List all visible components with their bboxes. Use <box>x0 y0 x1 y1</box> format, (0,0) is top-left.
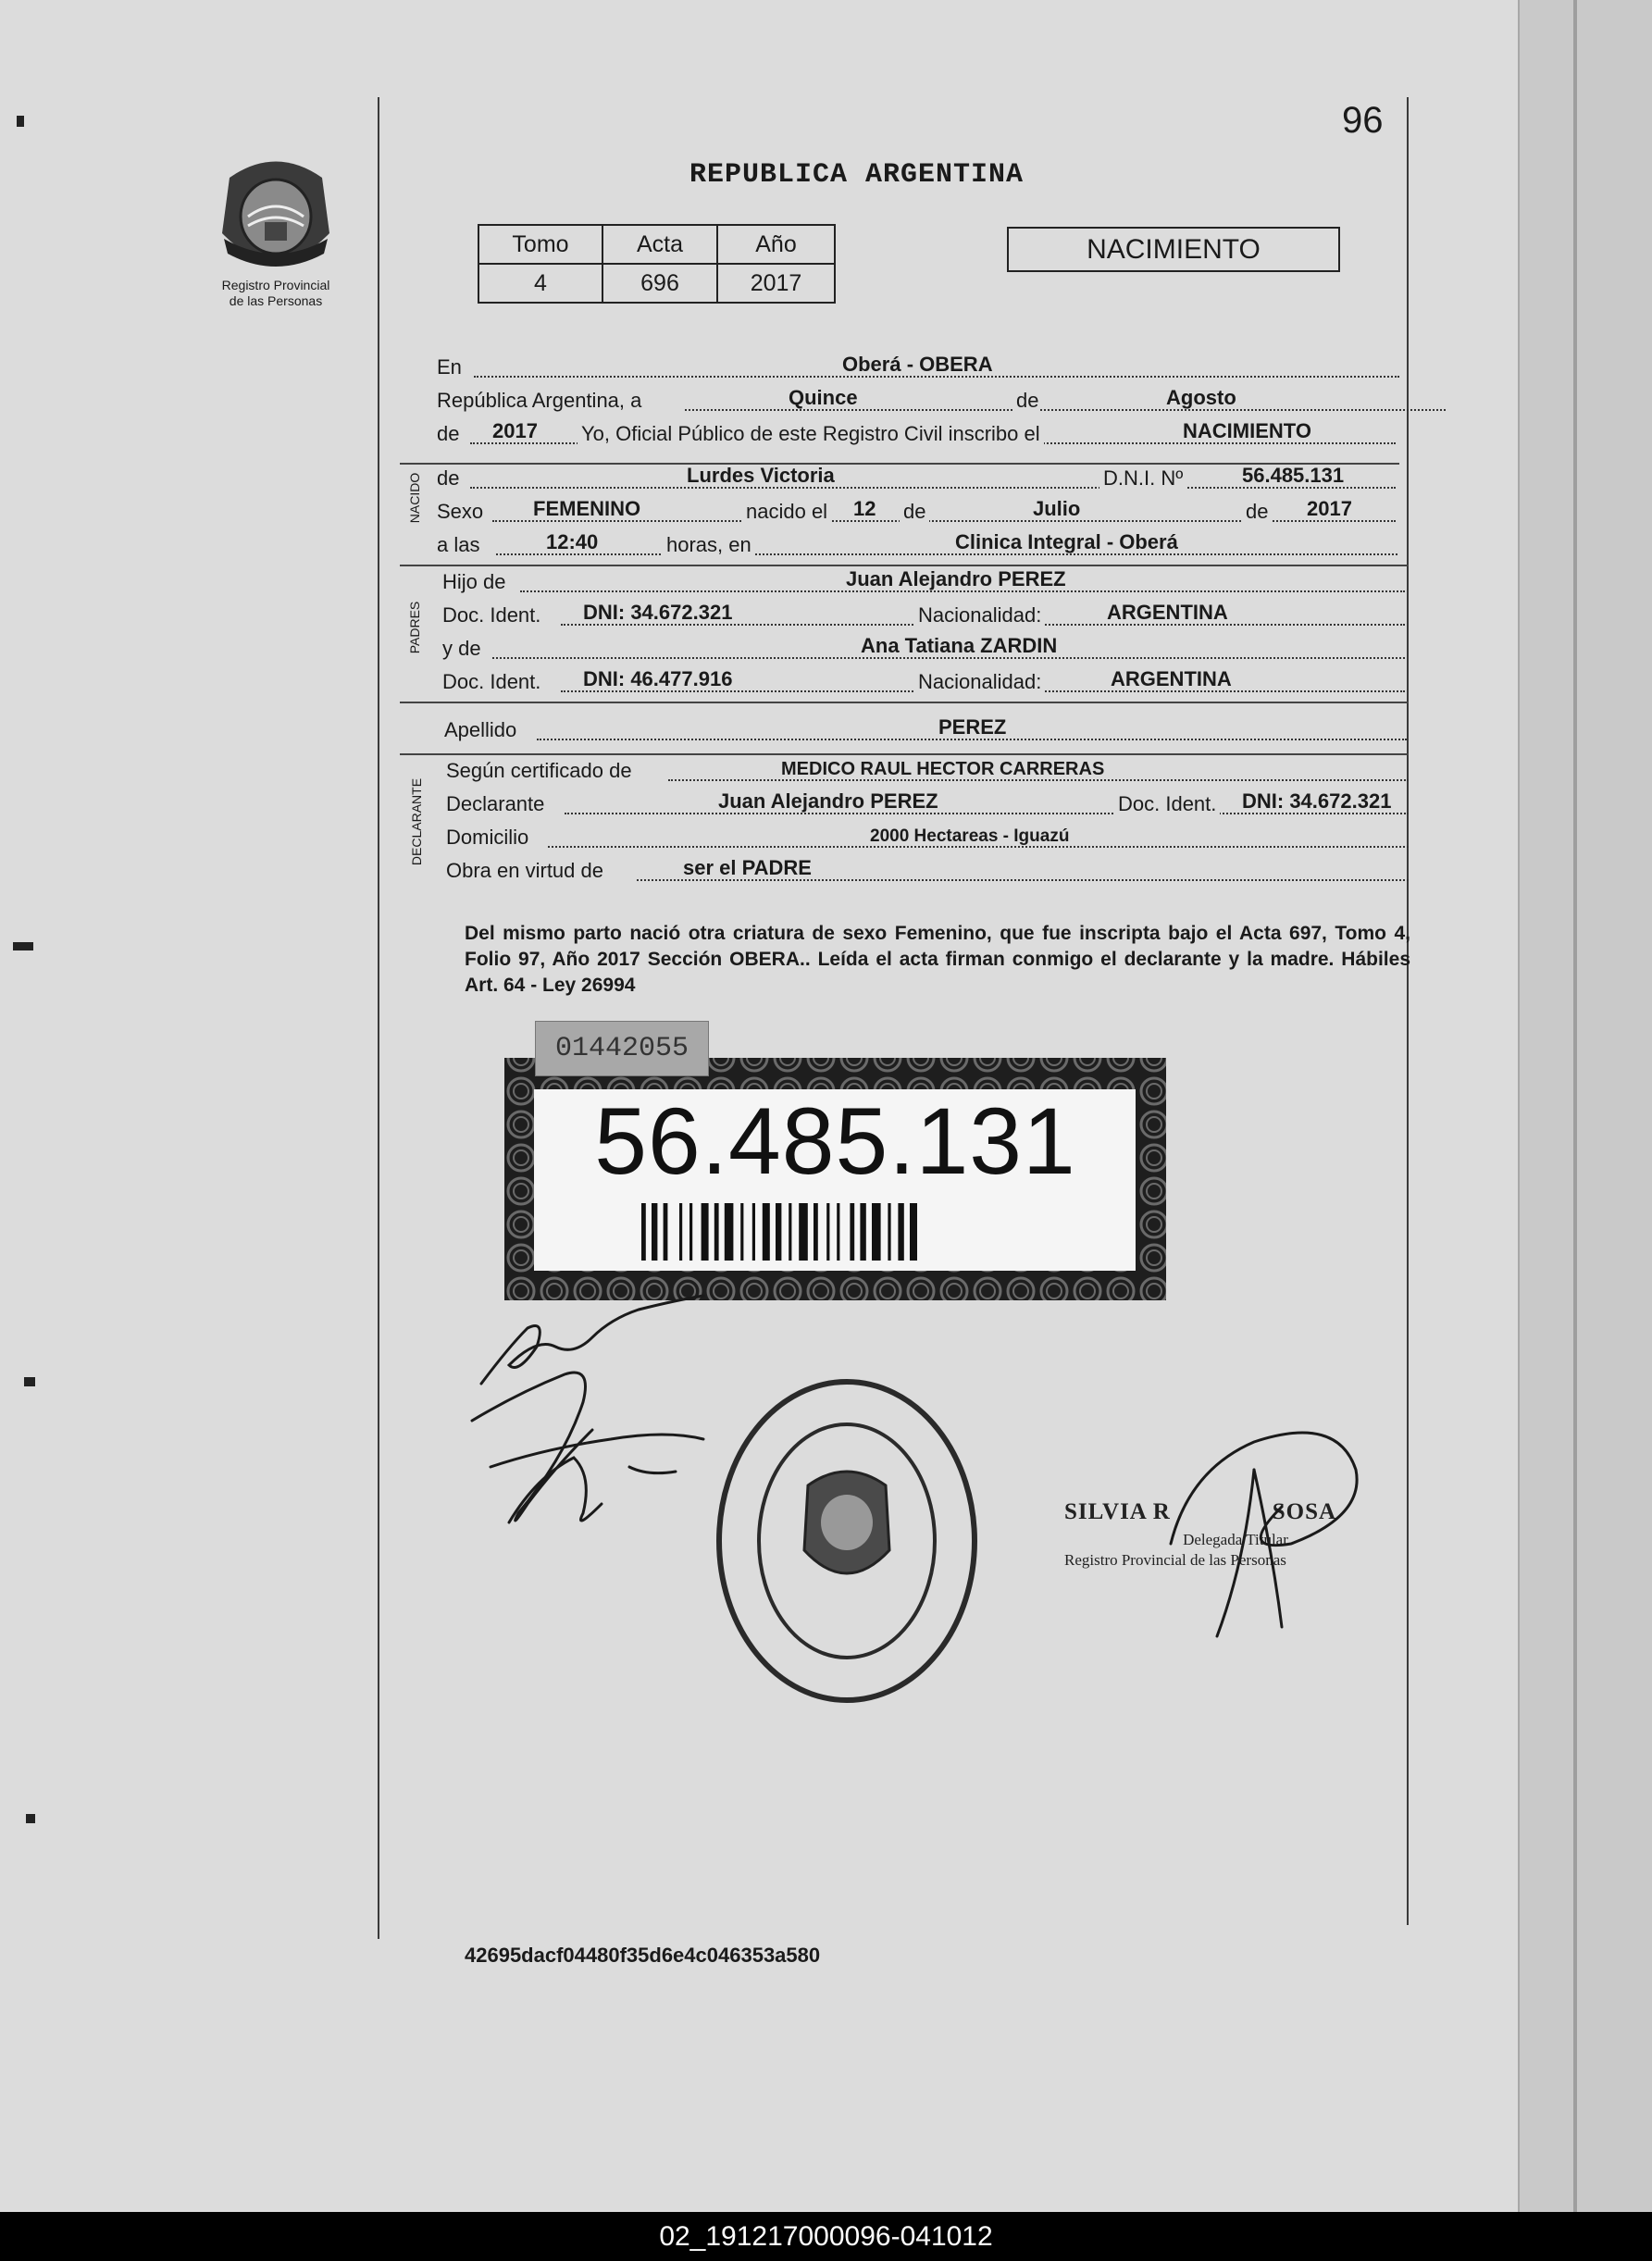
reference-table-value-row <box>478 264 835 303</box>
row-mother-doc <box>442 666 1405 698</box>
value-apellido: PEREZ <box>938 715 1007 739</box>
row-nacido-hora <box>437 529 1399 561</box>
value-child-dni: 56.485.131 <box>1242 464 1345 487</box>
header-cell-tomo: Tomo <box>478 225 602 264</box>
label-certificado: Según certificado de <box>446 759 632 782</box>
label-de-month: de <box>900 500 929 524</box>
value-father-nationality: ARGENTINA <box>1107 601 1228 624</box>
label-republica: República Argentina, a <box>437 389 642 412</box>
label-inscribo: Yo, Oficial Público de este Registro Civil inscribo el <box>578 422 1044 446</box>
value-inscribed-type: NACIMIENTO <box>1183 419 1311 442</box>
officer-office: Registro Provincial de las Personas <box>1064 1551 1286 1569</box>
officer-name-end: SOSA <box>1272 1499 1337 1524</box>
page-number: 96 <box>1342 100 1384 141</box>
value-cell-tomo: 4 <box>478 264 602 303</box>
label-de: de <box>1016 389 1039 412</box>
section-label-declarante: DECLARANTE <box>409 777 424 866</box>
label-dni: D.N.I. Nº <box>1099 466 1186 491</box>
value-month: Agosto <box>1166 386 1236 409</box>
value-obra: ser el PADRE <box>683 856 812 879</box>
section-label-nacido: NACIDO <box>407 472 422 524</box>
label-nacido-el: nacido el <box>742 500 831 524</box>
page-edge <box>1518 0 1652 2212</box>
row-declarante <box>446 789 1409 820</box>
row-father-name <box>442 566 1405 598</box>
value-child-name: Lurdes Victoria <box>687 464 835 487</box>
value-domicilio: 2000 Hectareas - Iguazú <box>870 826 1070 846</box>
binder-mark <box>13 942 33 950</box>
header-cell-ano: Año <box>717 225 835 264</box>
value-day-words: Quince <box>789 386 858 409</box>
row-nacido-sexo <box>437 496 1399 528</box>
value-time: 12:40 <box>546 530 599 553</box>
row-obra <box>446 855 1409 887</box>
value-father-doc: DNI: 34.672.321 <box>583 601 733 624</box>
value-birth-place: Clinica Integral - Oberá <box>955 530 1178 553</box>
right-margin-line <box>1407 97 1409 1925</box>
label-declarante: Declarante <box>446 792 545 815</box>
label-en: En <box>437 355 462 379</box>
province-emblem-logo <box>211 150 341 280</box>
row-year <box>437 418 1399 450</box>
label-horas-en: horas, en <box>663 533 755 557</box>
label-de-name: de <box>437 466 460 490</box>
row-certificado <box>446 755 1409 787</box>
scan-caption-bar <box>0 2212 1652 2261</box>
row-apellido <box>444 714 1407 746</box>
label-doc-ident: Doc. Ident. <box>1114 792 1220 816</box>
row-nacido-name <box>437 463 1399 494</box>
header-cell-acta: Acta <box>602 225 717 264</box>
officer-signature <box>1152 1414 1374 1646</box>
observations-note: Del mismo parto nació otra criatura de sexo Femenino, que fue inscripta bajo el Acta 697, Tomo 4, Folio 97, Año 2017 Sección OBERA.. Leída el acta firman conmigo el declarante y la madre. Hábiles Art. 64 - Ley 26994 <box>465 923 1410 996</box>
label-obra: Obra en virtud de <box>446 859 603 882</box>
value-mother-name: Ana Tatiana ZARDIN <box>861 634 1058 657</box>
label-doc-ident: Doc. Ident. <box>442 603 541 627</box>
row-date <box>437 385 1399 416</box>
value-birth-month: Julio <box>1033 497 1081 520</box>
value-cell-acta: 696 <box>602 264 717 303</box>
logo-caption <box>193 278 359 309</box>
value-place: Oberá - OBERA <box>842 353 993 376</box>
value-certificado: MEDICO RAUL HECTOR CARRERAS <box>781 759 1105 779</box>
binder-mark <box>26 1814 35 1823</box>
value-sexo: FEMENINO <box>533 497 641 520</box>
dni-number-large: 56.485.131 <box>594 1088 1076 1194</box>
label-de-year: de <box>437 422 460 445</box>
label-y-de: y de <box>442 637 481 660</box>
label-nacionalidad: Nacionalidad: <box>914 603 1045 627</box>
record-type-box: NACIMIENTO <box>1007 227 1340 272</box>
row-mother-name <box>442 633 1405 665</box>
binder-mark <box>17 116 24 127</box>
page-edge-line <box>1573 0 1577 2212</box>
document-title: REPUBLICA ARGENTINA <box>689 159 1025 191</box>
officer-name-start: SILVIA R <box>1064 1499 1171 1524</box>
logo-caption-line1: Registro Provincial <box>221 278 330 292</box>
official-seal-stamp <box>708 1374 986 1708</box>
row-father-doc <box>442 600 1405 631</box>
logo-caption-line2: de las Personas <box>229 293 323 308</box>
label-de-birth-year: de <box>1242 500 1272 524</box>
binder-mark <box>24 1377 35 1386</box>
scan-caption: 02_191217000096-041012 <box>659 2221 993 2252</box>
value-birth-day: 12 <box>853 497 876 520</box>
label-sexo: Sexo <box>437 500 484 523</box>
officer-role: Delegada Titular <box>1183 1531 1288 1548</box>
section-separator <box>400 702 1409 703</box>
value-birth-year: 2017 <box>1307 497 1352 520</box>
value-year: 2017 <box>492 419 538 442</box>
serial-tag: 01442055 <box>535 1021 709 1076</box>
reference-table-header-row <box>478 225 835 264</box>
document-hash: 42695dacf04480f35d6e4c046353a580 <box>465 1944 821 1967</box>
value-mother-nationality: ARGENTINA <box>1111 667 1232 690</box>
reference-table <box>478 224 836 304</box>
dotted-line <box>496 553 1397 555</box>
section-label-padres: PADRES <box>407 601 422 654</box>
dni-barcode-sticker <box>504 1041 1166 1302</box>
label-hijo-de: Hijo de <box>442 570 506 593</box>
declarant-signature <box>453 1291 731 1555</box>
label-doc-ident: Doc. Ident. <box>442 670 541 693</box>
label-domicilio: Domicilio <box>446 826 529 849</box>
label-nacionalidad: Nacionalidad: <box>914 670 1045 694</box>
left-margin-line <box>378 97 379 1939</box>
label-apellido: Apellido <box>444 718 517 741</box>
value-declarante-doc: DNI: 34.672.321 <box>1242 789 1392 813</box>
row-domicilio <box>446 822 1409 853</box>
value-mother-doc: DNI: 46.477.916 <box>583 667 733 690</box>
label-a-las: a las <box>437 533 480 556</box>
row-en <box>437 352 1399 383</box>
value-declarante-name: Juan Alejandro PEREZ <box>718 789 938 813</box>
value-father-name: Juan Alejandro PEREZ <box>846 567 1066 590</box>
value-cell-ano: 2017 <box>717 264 835 303</box>
